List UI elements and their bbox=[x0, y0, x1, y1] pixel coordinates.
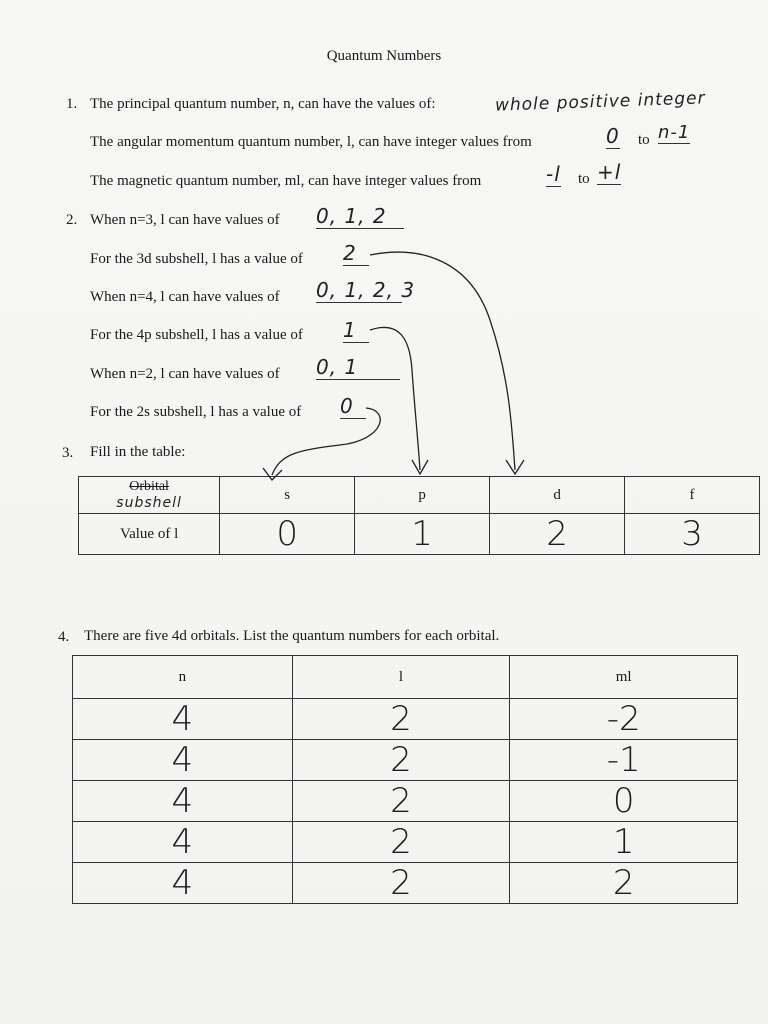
q2-item-6-answer: 0 bbox=[340, 394, 366, 419]
q4-number: 4. bbox=[58, 629, 70, 645]
table-row bbox=[73, 740, 738, 781]
q3-number: 3. bbox=[62, 445, 74, 461]
row-4-l: 2 bbox=[292, 822, 510, 863]
value-of-l-label: Value of l bbox=[79, 514, 220, 555]
row-3-ml: 0 bbox=[510, 781, 738, 822]
q2-item-5-answer: 0, 1 bbox=[316, 355, 400, 380]
q2-item-1-answer: 0, 1, 2 bbox=[316, 204, 404, 229]
q1-line2-to: to bbox=[638, 132, 650, 148]
row-1-n: 4 bbox=[73, 699, 293, 740]
q2-number: 2. bbox=[66, 212, 78, 228]
arrow-3d-to-d-head bbox=[506, 460, 524, 474]
col-d: d bbox=[490, 477, 625, 514]
row-5-n: 4 bbox=[73, 863, 293, 904]
value-d: 2 bbox=[490, 514, 625, 555]
q1-line2-answer-from: 0 bbox=[606, 124, 620, 148]
q4-text: There are five 4d orbitals. List the quantum numbers for each orbital. bbox=[84, 628, 500, 644]
subshell-header-label bbox=[79, 477, 220, 514]
orbital-table bbox=[72, 655, 738, 904]
row-2-l: 2 bbox=[292, 740, 510, 781]
q1-line3-answer-to: +l bbox=[597, 160, 622, 184]
col-s: s bbox=[220, 477, 355, 514]
table-row bbox=[73, 863, 738, 904]
q2-item-1-text: When n=3, l can have values of bbox=[90, 212, 280, 228]
q2-item-2-answer: 2 bbox=[343, 241, 369, 266]
col-f: f bbox=[625, 477, 760, 514]
q1-line1-text: The principal quantum number, n, can have the values of: bbox=[90, 96, 436, 112]
arrow-4p-to-p bbox=[370, 327, 420, 470]
row-5-l: 2 bbox=[292, 863, 510, 904]
q2-item-3-text: When n=4, l can have values of bbox=[90, 289, 280, 305]
q1-line2-text: The angular momentum quantum number, l, can have integer values from bbox=[90, 134, 532, 150]
q1-line3-to: to bbox=[578, 171, 590, 187]
q2-item-6-text: For the 2s subshell, l has a value of bbox=[90, 404, 302, 420]
q1-line1-answer: whole positive integer bbox=[494, 88, 706, 116]
q2-item-5-text: When n=2, l can have values of bbox=[90, 366, 280, 382]
q2-item-2-text: For the 3d subshell, l has a value of bbox=[90, 251, 303, 267]
col-p: p bbox=[355, 477, 490, 514]
value-p: 1 bbox=[355, 514, 490, 555]
row-2-ml: -1 bbox=[510, 740, 738, 781]
header-ml: ml bbox=[510, 656, 738, 699]
q2-item-4-answer: 1 bbox=[343, 318, 369, 343]
row-1-l: 2 bbox=[292, 699, 510, 740]
page-title: Quantum Numbers bbox=[326, 48, 442, 64]
q3-text: Fill in the table: bbox=[90, 444, 186, 460]
row-5-ml: 2 bbox=[510, 863, 738, 904]
header-l: l bbox=[292, 656, 510, 699]
header-n: n bbox=[73, 656, 293, 699]
table-row bbox=[73, 822, 738, 863]
table-row bbox=[73, 781, 738, 822]
row-2-n: 4 bbox=[73, 740, 293, 781]
row-4-ml: 1 bbox=[510, 822, 738, 863]
orbital-struck-label: Orbital bbox=[129, 479, 169, 494]
row-3-n: 4 bbox=[73, 781, 293, 822]
q1-number: 1. bbox=[66, 96, 78, 112]
q2-item-4-text: For the 4p subshell, l has a value of bbox=[90, 327, 303, 343]
q1-line3-text: The magnetic quantum number, ml, can have integer values from bbox=[90, 173, 482, 189]
table-row bbox=[73, 699, 738, 740]
row-3-l: 2 bbox=[292, 781, 510, 822]
row-1-ml: -2 bbox=[510, 699, 738, 740]
subshell-table bbox=[78, 476, 760, 555]
q2-item-3-answer: 0, 1, 2, 3 bbox=[316, 278, 416, 302]
value-f: 3 bbox=[625, 514, 760, 555]
arrow-4p-to-p-head bbox=[412, 460, 428, 474]
q1-line2-answer-to: n-1 bbox=[658, 122, 691, 143]
q1-line3-answer-from: -l bbox=[546, 162, 561, 186]
subshell-handwritten-label: subshell bbox=[116, 495, 182, 511]
value-s: 0 bbox=[220, 514, 355, 555]
row-4-n: 4 bbox=[73, 822, 293, 863]
